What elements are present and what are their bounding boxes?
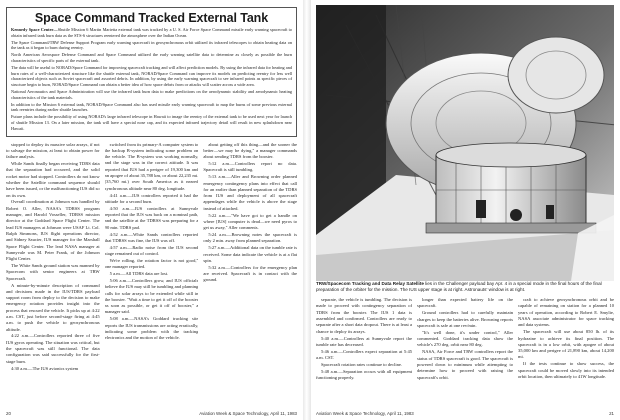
article-paragraph: 5:46 a.m.—Controllers expect separation at 5:45 a.m. CST. [316,348,412,361]
tdrs-photo [316,5,614,281]
right-page [311,0,620,420]
sidebar-paragraph-5: In addition to the Mission 6 external tank, NORAD/Space Command also has used missile early warning spacecraft to map the burns of some previous external tank reentries during earlier shuttle launches. [11,101,292,113]
page-gutter [303,0,311,420]
sidebar-paragraph-2: North American Aerospace Defense Command and Space Command utilized the early warning satellite data to determine as closely as possible the burn characteristics of specific parts of the external tank. [11,52,292,63]
article-paragraph: separate, the vehicle is tumbling. The decision is made to proceed with contingency separation of TDRS from the booster. The IUS 1 data is assembled and confirmed. Controllers are ready to separate after a short data dropout. There is at least a chance to deploy its arrays. [316,297,412,334]
article-paragraph: The spacecraft will use about 850 lb. of its hydrazine to achieve its final position. The spacecraft is in a low orbit, with apogee of about 35,000 km and perigee of 21,890 km, about 14,200 mi. [518,329,614,360]
article-paragraph: 5:13 a.m.—Aller and Browning order planned emergency contingency plans into effect that call for an earlier than planned separation of the TDRS from IUS and deployment of all spacecraft appendages while the vehicle is above the stage instead of attached. [203,174,298,211]
article-paragraph: We're rolling, the rotation factor is not good," one manager reported. [104,257,199,270]
left-column-1 [6,142,100,420]
right-page-number: 21 [609,411,614,416]
right-footer [316,411,614,416]
left-page [0,0,303,420]
article-paragraph: Overall coordination at Johnson was handled by Robert O. Aller, NASA's TDRSS program manager, and Harold Vosseller, TDRSS mission director at the Goddard Space Flight Center. The lead IUS managers at Johnson were USAF Lt. Col. Ralph Simmons, IUS flight operations director, and Sidney Saucier, IUS manager for the Marshall Space Flight Center. The lead NASA manager at Sunnyvale was M. Peter Frank, of the Johnson Flight Center. [6,199,100,262]
sidebar-byline: Kennedy Space Center— [11,27,58,32]
left-publication-line: Aviation Week & Space Technology, April 11, 1983 [199,411,297,416]
left-page-number: 20 [6,411,11,416]
article-paragraph: A minute-by-minute description of command and decisions made in the IUS/TDRS payload support room from deploy to the decision to make emergency rotation provides insight into the process that rescued the vehicle. It picks up at 4:22 a.m. CST, just before second-stage firing at 4:45 a.m. to push the vehicle to geosynchronous altitude. [6,282,100,332]
photo-caption-text: lies in the Challenger payload bay Apr. 4 in a special mode in the final hours of the final preparation of the orbiter for the mission. The IUS upper stage is at right. Astronauts' window is at right. [316,281,602,292]
article-paragraph: 5:27 a.m.—Additional data on the tumble rate is received. Some data indicate the vehicle is at a flat spin. [203,245,298,263]
article-paragraph: 4:52 a.m.—White Sands controllers reported that TDRSS was fine, the IUS was off. [104,231,199,243]
article-paragraph: 4:57 a.m.—Radio noise from the IUS second stage remained out of control. [104,244,199,257]
sidebar-box [6,7,297,137]
left-column-3 [203,142,297,420]
article-paragraph: 5:22 a.m.—"We have got to get a handle on where [IUS] computer is dead—we need pyros to get us away," Aller comments. [203,212,298,231]
right-publication-line: Aviation Week & Space Technology, April 11, 1983 [316,411,414,416]
photo-caption [316,281,614,292]
sidebar-paragraph-0: Kennedy Space Center—Shuttle Mission 6 Martin Marietta external tank was tracked by a U. S. Air Force Space Command missile early warning spacecraft to obtain infrared tank burn data as the STS-6 structures reentered the atmosphere over the Indian Ocean. [11,27,293,38]
article-paragraph: Ground controllers had to carefully maintain charges to keep the batteries alive. Browning reports spacecraft is safe at one rev/min. [417,310,513,328]
left-column-2 [105,142,199,420]
article-paragraph: stopped to deploy its massive solar arrays, if not to salvage the mission, at least to obtain power for failure analysis. [6,141,100,160]
sidebar-headline: Space Command Tracked External Tank [34,11,269,25]
article-paragraph: 5:12 a.m.—Controllers report no data. Spacecraft is still tumbling. [203,161,298,173]
right-column-2 [417,297,513,414]
article-paragraph: The White Sands ground station was manned by Spacecom with senior engineers at TRW Spacecraft. [6,263,100,281]
payload-bay-photo-image [316,5,614,281]
article-paragraph: While Sands finally began receiving TDRS data that the separation had occurred, and the solid rocket motor had stopped. Controllers do not know whether the Satellite command sequence should have been issued, or the malfunctioning IUS did so on its own. [6,161,100,198]
article-paragraph: "It's well done, it's under control," Aller commented. Goddard tracking data show the vehicle's 270 deg. orbit near 80 deg. [417,329,513,348]
article-paragraph: 4:50 a.m.—IUS controllers at Sunnyvale reported that the IUS was back on a nominal path, and the satellite at the TDRSS was preparing for a 90 min. TDRS pad. [104,205,199,230]
article-paragraph: 4:41 a.m.—IUS controllers reported it had the attitude for a second burn. [104,192,199,204]
sidebar-paragraph-3: The data will be useful to NORAD/Space Command for improving spacecraft tracking and will affect prediction models. By using the infrared data for heating and burn rates of a well-characterized structure like the shuttle external tank, NORAD/Space Command can improve its models on predicting reentry for less well characterized objects such as Soviet spacecraft and assorted debris. In addition, by using the early warning spacecraft to see infrared points as specific pieces of structure begin to burn, NORAD/Space Command can obtain a better idea of how space debris from or attacks will scatter across a wide area. [11,65,292,87]
sidebar-paragraph-1: The Space Command/TRW Defense Support Program early warning spacecraft in geosynchronous orbit utilized its infrared telescopes to obtain heating data on the tank as it began to burn during reentry. [11,39,292,51]
right-column-1 [316,297,412,414]
left-footer [6,411,297,416]
article-paragraph: about getting off this thing—and the sooner the better—we may be dying," a manager commands about sending TDRS from the booster. [203,141,298,160]
article-paragraph: If the tests continue to show success, the spacecraft could be moved slowly into its intended orbit location, then ultimately to 41W longitude. [518,361,614,379]
article-paragraph: 5:40 a.m.—Controllers at Sunnyvale report the tumble rate has decreased. [316,335,412,347]
left-article-columns [6,142,297,420]
article-paragraph: switched from its primary-A computer system to the backup B-system indicating some problem on the vehicle. The B-system was working normally, and the stage was in the correct attitude. It was reported that IUS had a perigee of 19,300 km and an apogee of about 35,788 km, or about 22,235 mi. (35,760 mi.) over South America as it neared synchronous altitude near 80 deg. longitude. [104,141,199,191]
article-paragraph: craft to achieve geosynchronous orbit and be capable of remaining on station for a planned 10 years of operation, according to Robert E. Smylie, NASA associate administrator for space tracking and data systems. [518,297,614,328]
article-paragraph: NASA, Air Force and TRW controllers report the status of TDRS spacecraft is good. The spacecraft is powered down to minimum while attempting to determine how to proceed with raising the spacecraft's orbit. [417,349,513,380]
photo-caption-title: TRW/Spacecom Tracking and Data Relay Satellite [316,281,424,286]
article-paragraph: Spacecraft rotation rates continue to decline. [321,361,403,367]
article-paragraph: 5:24 a.m.—Browning notes the spacecraft is only 2 min. away from planned separation. [203,232,298,244]
article-paragraph: 4:30 a.m.—The IUS avionics system [11,365,79,371]
sidebar-paragraph-4: National Aeronautics and Space Administration will use the infrared tank burn data to make predictions on the aerodynamic stability and aerodynamic heating characteristics of the tank materials. [11,88,292,100]
article-paragraph: 5:48 a.m.—Separation occurs with all equipment functioning properly. [316,368,412,381]
right-article-columns [316,297,614,414]
right-column-3 [518,297,614,414]
article-paragraph: longer than expected battery life on the spacecraft. [417,297,513,309]
sidebar-paragraph-6: Future plans include the possibility of using NORAD's large infrared telescope in Hawaii to image the reentry of the external tank to be used next year for launch of shuttle Mission 13. On a later mission, the tank will have a special nose cap, and its expected infrared trajectory detail will result in new splashdown near Hawaii. [11,114,292,131]
article-paragraph: 5:08 a.m.—NASA's Goddard trucking site reports the IUS transmissions are acting erratically, indicating some problem with the tracking electronics and the motion of the vehicle. [104,316,199,341]
article-paragraph: 5 a.m.—All TDRS data are lost. [109,271,169,277]
article-paragraph: 5:06 a.m.—Controllers grow, and IUS officials believe the IUS may still be tumbling and planning calls for solar arrays to be extended while still in the booster. "Wait a time to get it off of the booster as soon as possible, or get it off of booster," a manager said. [104,277,199,315]
article-paragraph: 5:32 a.m.—Controllers for the emergency plan are received. Spacecraft is in contact with the ground. [203,264,298,283]
article-paragraph: 4:22 a.m.—Controllers reported three of five IUS gyros operating. The situation was critical, but the spacecraft was still functional. The data configuration was said successfully for the first-stage burn. [6,333,100,364]
